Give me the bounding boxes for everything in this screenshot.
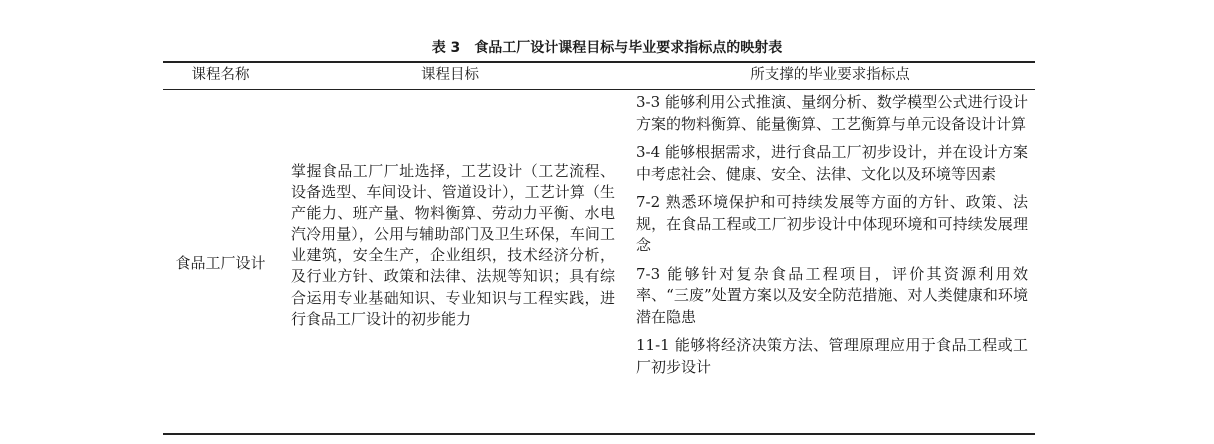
header-graduation-indicators: 所支撑的毕业要求指标点 <box>750 67 910 83</box>
indicator-7-2: 7-2 熟悉环境保护和可持续发展等方面的方针、政策、法规，在食品工程或工厂初步设计中体现环境和可持续发展理念 <box>636 193 1028 254</box>
indicator-11-1: 11-1 能够将经济决策方法、管理原理应用于食品工程或工厂初步设计 <box>636 336 1028 376</box>
table-title: 食品工厂设计课程目标与毕业要求指标点的映射表 <box>474 40 783 56</box>
course-objective-cell: 掌握食品工厂厂址选择，工艺设计（工艺流程、设备选型、车间设计、管道设计），工艺计算（生产能力、班产量、物料衡算、劳动力平衡、水电汽冷用量），公用与辅助部门及卫生环保，车间工业建筑，安全生产，企业组织，技术经济分析，及行业方针、政策和法律、法规等知识；具有综合运用专业基础知识、专业知识与工程实践，进行食品工厂设计的初步能力 <box>291 162 615 328</box>
header-course-name: 课程名称 <box>191 67 250 83</box>
table-top-rule <box>163 61 1035 63</box>
table-caption <box>0 38 1214 58</box>
indicator-3-4: 3-4 能够根据需求，进行食品工厂初步设计，并在设计方案中考虑社会、健康、安全、法律、文化以及环境等因素 <box>636 143 1028 183</box>
header-course-objective: 课程目标 <box>421 67 479 83</box>
indicator-3-3: 3-3 能够利用公式推演、量纲分析、数学模型公式进行设计方案的物料衡算、能量衡算、工艺衡算与单元设备设计计算 <box>636 93 1028 133</box>
table-header-rule <box>163 89 1035 90</box>
indicator-7-3: 7-3 能够针对复杂食品工程项目，评价其资源利用效率、“三废”处置方案以及安全防范措施、对人类健康和环境潜在隐患 <box>636 264 1028 326</box>
indicator-list <box>636 92 1028 385</box>
table-bottom-rule <box>163 433 1035 435</box>
course-name-cell: 食品工厂设计 <box>175 254 266 272</box>
table-number: 表 3 <box>431 40 461 56</box>
